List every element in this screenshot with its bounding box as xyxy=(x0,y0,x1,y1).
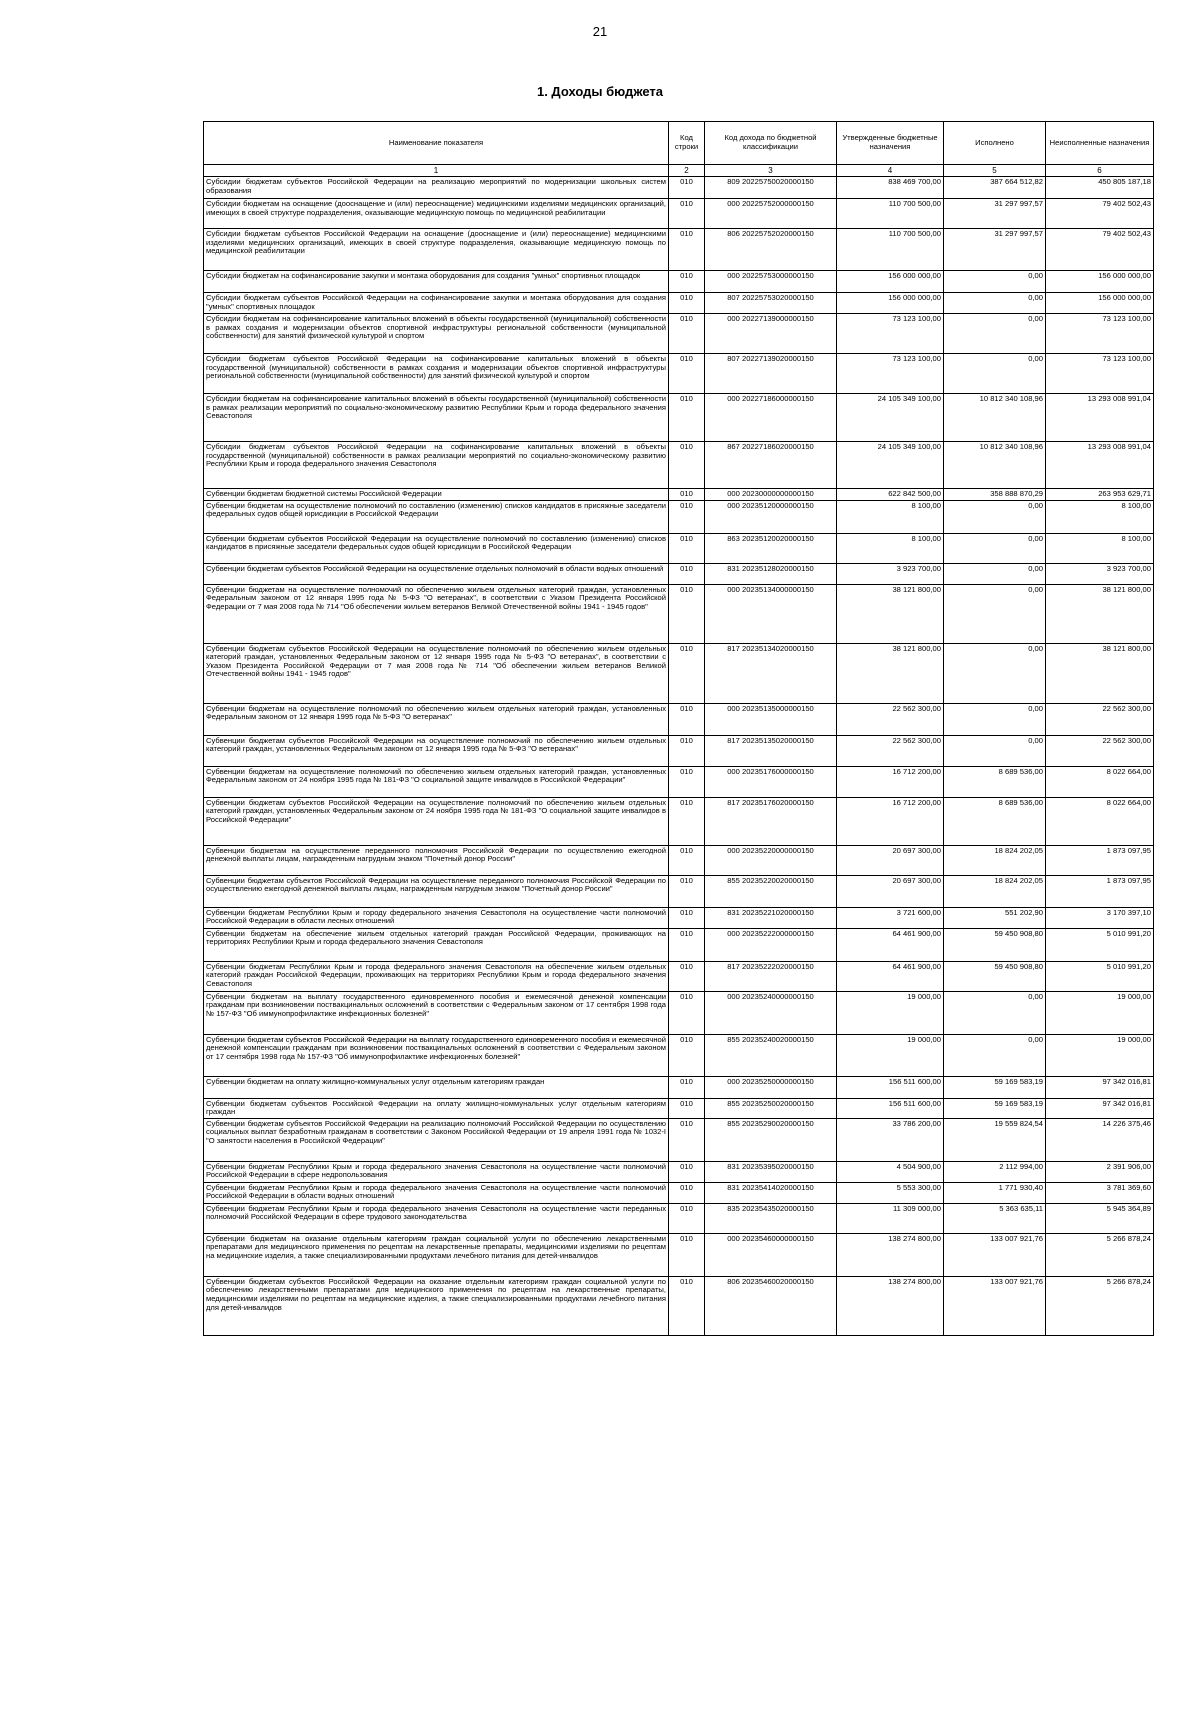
row-executed: 19 559 824,54 xyxy=(944,1118,1046,1161)
row-approved: 16 712 200,00 xyxy=(837,766,944,797)
row-approved: 38 121 800,00 xyxy=(837,643,944,703)
row-approved: 22 562 300,00 xyxy=(837,703,944,735)
header-row xyxy=(204,122,1154,165)
row-line-code: 010 xyxy=(669,643,705,703)
row-income-code: 000 20227139000000150 xyxy=(705,314,837,354)
row-unexecuted: 5 010 991,20 xyxy=(1046,928,1154,961)
row-executed: 0,00 xyxy=(944,643,1046,703)
row-approved: 38 121 800,00 xyxy=(837,584,944,643)
row-name: Субвенции бюджетам на обеспечение жильем отдельных категорий граждан Российской Федерации, проживающих на территориях Республики Крым и города федерального значения Севастополя xyxy=(204,928,669,961)
row-executed: 0,00 xyxy=(944,533,1046,563)
row-unexecuted: 8 022 664,00 xyxy=(1046,797,1154,845)
row-executed: 59 169 583,19 xyxy=(944,1098,1046,1118)
row-unexecuted: 13 293 008 991,04 xyxy=(1046,442,1154,489)
table-row xyxy=(204,797,1154,845)
row-income-code: 000 20235250000000150 xyxy=(705,1076,837,1098)
row-income-code: 817 20235134020000150 xyxy=(705,643,837,703)
row-line-code: 010 xyxy=(669,442,705,489)
row-executed: 31 297 997,57 xyxy=(944,199,1046,229)
table-row xyxy=(204,500,1154,533)
row-name: Субвенции бюджетам Республики Крым и города федерального значения Севастополя на обеспечение жильем отдельных категорий граждан Российской Федерации, проживающих на территориях Республики Крым и города федерального значения Севастополя xyxy=(204,961,669,991)
row-executed: 0,00 xyxy=(944,293,1046,314)
column-number: 2 xyxy=(669,165,705,177)
header-unexecuted: Неисполненные назначения xyxy=(1046,122,1154,165)
column-number: 3 xyxy=(705,165,837,177)
row-line-code: 010 xyxy=(669,991,705,1034)
row-executed: 1 771 930,40 xyxy=(944,1182,1046,1203)
table-row xyxy=(204,1161,1154,1182)
row-approved: 73 123 100,00 xyxy=(837,354,944,394)
table-row xyxy=(204,314,1154,354)
row-executed: 0,00 xyxy=(944,991,1046,1034)
row-line-code: 010 xyxy=(669,1161,705,1182)
row-name: Субвенции бюджетам субъектов Российской Федерации на осуществление полномочий по составлению (изменению) списков кандидатов в присяжные заседатели федеральных судов общей юрисдикции в Российской Федерации xyxy=(204,533,669,563)
row-name: Субвенции бюджетам бюджетной системы Российской Федерации xyxy=(204,489,669,501)
row-approved: 19 000,00 xyxy=(837,1034,944,1076)
row-line-code: 010 xyxy=(669,1276,705,1335)
table-row xyxy=(204,766,1154,797)
row-executed: 8 689 536,00 xyxy=(944,797,1046,845)
row-line-code: 010 xyxy=(669,703,705,735)
row-line-code: 010 xyxy=(669,797,705,845)
header-income-code: Код дохода по бюджетной классификации xyxy=(705,122,837,165)
row-income-code: 855 20235290020000150 xyxy=(705,1118,837,1161)
row-income-code: 806 20235460020000150 xyxy=(705,1276,837,1335)
table-row xyxy=(204,845,1154,875)
table-row xyxy=(204,563,1154,584)
row-line-code: 010 xyxy=(669,489,705,501)
row-line-code: 010 xyxy=(669,533,705,563)
budget-income-table xyxy=(203,121,1154,1336)
table-row xyxy=(204,1203,1154,1233)
column-number: 1 xyxy=(204,165,669,177)
row-approved: 4 504 900,00 xyxy=(837,1161,944,1182)
row-name: Субсидии бюджетам на софинансирование капитальных вложений в объекты государственной (муниципальной) собственности в рамках реализации мероприятий по социально-экономическому развитию Республики Крым и города федерального значения Севастополя xyxy=(204,394,669,442)
table-row xyxy=(204,1118,1154,1161)
table-row xyxy=(204,229,1154,271)
row-line-code: 010 xyxy=(669,271,705,293)
row-unexecuted: 73 123 100,00 xyxy=(1046,354,1154,394)
row-executed: 0,00 xyxy=(944,500,1046,533)
row-name: Субвенции бюджетам Республики Крым и городу федерального значения Севастополя на осуществление части полномочий Российской Федерации в области лесных отношений xyxy=(204,907,669,928)
row-line-code: 010 xyxy=(669,293,705,314)
row-approved: 838 469 700,00 xyxy=(837,177,944,199)
row-executed: 59 450 908,80 xyxy=(944,961,1046,991)
row-name: Субсидии бюджетам на софинансирование капитальных вложений в объекты государственной (муниципальной) собственности в рамках создания и модернизации объектов спортивной инфраструктуры региональной собственности (муниципальной собственности) для занятий физической культурой и спортом xyxy=(204,314,669,354)
row-approved: 19 000,00 xyxy=(837,991,944,1034)
column-number: 5 xyxy=(944,165,1046,177)
table-row xyxy=(204,1098,1154,1118)
row-income-code: 000 20235240000000150 xyxy=(705,991,837,1034)
row-income-code: 817 20235135020000150 xyxy=(705,735,837,766)
row-approved: 11 309 000,00 xyxy=(837,1203,944,1233)
table-row xyxy=(204,293,1154,314)
table-row xyxy=(204,1182,1154,1203)
row-executed: 2 112 994,00 xyxy=(944,1161,1046,1182)
row-approved: 156 000 000,00 xyxy=(837,271,944,293)
row-approved: 138 274 800,00 xyxy=(837,1276,944,1335)
table-row xyxy=(204,1034,1154,1076)
row-unexecuted: 3 170 397,10 xyxy=(1046,907,1154,928)
row-income-code: 806 20225752020000150 xyxy=(705,229,837,271)
row-approved: 110 700 500,00 xyxy=(837,199,944,229)
row-executed: 0,00 xyxy=(944,354,1046,394)
row-executed: 10 812 340 108,96 xyxy=(944,394,1046,442)
row-line-code: 010 xyxy=(669,177,705,199)
table-row xyxy=(204,1233,1154,1276)
row-line-code: 010 xyxy=(669,845,705,875)
row-line-code: 010 xyxy=(669,928,705,961)
row-line-code: 010 xyxy=(669,961,705,991)
header-name: Наименование показателя xyxy=(204,122,669,165)
row-unexecuted: 22 562 300,00 xyxy=(1046,735,1154,766)
row-line-code: 010 xyxy=(669,735,705,766)
row-approved: 138 274 800,00 xyxy=(837,1233,944,1276)
row-income-code: 809 20225750020000150 xyxy=(705,177,837,199)
row-name: Субвенции бюджетам субъектов Российской Федерации на осуществление отдельных полномочий в области водных отношений xyxy=(204,563,669,584)
row-name: Субвенции бюджетам на осуществление полномочий по обеспечению жильем отдельных категорий граждан, установленных Федеральным законом от 24 ноября 1995 года № 181-ФЗ "О социальной защите инвалидов в Российской Федерации" xyxy=(204,766,669,797)
row-name: Субвенции бюджетам на оказание отдельным категориям граждан социальной услуги по обеспечению лекарственными препаратами для медицинского применения по рецептам на лекарственные препараты, медицинскими изделиями по рецептам на медицинские изделия, а также специализированными продуктами лечебного питания для детей-инвалидов xyxy=(204,1233,669,1276)
row-approved: 8 100,00 xyxy=(837,533,944,563)
page-number: 21 xyxy=(592,24,608,39)
row-approved: 110 700 500,00 xyxy=(837,229,944,271)
row-line-code: 010 xyxy=(669,1203,705,1233)
row-executed: 0,00 xyxy=(944,271,1046,293)
row-line-code: 010 xyxy=(669,1034,705,1076)
row-line-code: 010 xyxy=(669,1098,705,1118)
row-line-code: 010 xyxy=(669,314,705,354)
row-executed: 8 689 536,00 xyxy=(944,766,1046,797)
row-approved: 156 000 000,00 xyxy=(837,293,944,314)
row-income-code: 000 20225753000000150 xyxy=(705,271,837,293)
row-approved: 156 511 600,00 xyxy=(837,1076,944,1098)
row-approved: 64 461 900,00 xyxy=(837,961,944,991)
row-name: Субвенции бюджетам субъектов Российской Федерации на выплату государственного единовременного пособия и ежемесячной денежной компенсации гражданам при возникновении поствакцинальных осложнений в соответствии с Федеральным законом от 17 сентября 1998 года № 157-ФЗ "Об иммунопрофилактике инфекционных болезней" xyxy=(204,1034,669,1076)
row-approved: 20 697 300,00 xyxy=(837,875,944,907)
row-approved: 24 105 349 100,00 xyxy=(837,394,944,442)
row-unexecuted: 97 342 016,81 xyxy=(1046,1076,1154,1098)
table-row xyxy=(204,907,1154,928)
header-approved: Утвержденные бюджетные назначения xyxy=(837,122,944,165)
row-name: Субсидии бюджетам субъектов Российской Федерации на софинансирование закупки и монтажа оборудования для создания "умных" спортивных площадок xyxy=(204,293,669,314)
row-name: Субвенции бюджетам Республики Крым и города федерального значения Севастополя на осуществление части переданных полномочий Российской Федерации в сфере трудового законодательства xyxy=(204,1203,669,1233)
row-name: Субсидии бюджетам субъектов Российской Федерации на реализацию мероприятий по модернизации школьных систем образования xyxy=(204,177,669,199)
row-income-code: 000 20235120000000150 xyxy=(705,500,837,533)
row-unexecuted: 5 945 364,89 xyxy=(1046,1203,1154,1233)
row-unexecuted: 2 391 906,00 xyxy=(1046,1161,1154,1182)
row-unexecuted: 3 923 700,00 xyxy=(1046,563,1154,584)
row-name: Субвенции бюджетам субъектов Российской Федерации на осуществление полномочий по обеспечению жильем отдельных категорий граждан, установленных Федеральным законом от 24 ноября 1995 года № 181-ФЗ "О социальной защите инвалидов в Российской Федерации" xyxy=(204,797,669,845)
row-name: Субсидии бюджетам субъектов Российской Федерации на оснащение (дооснащение и (или) переоснащение) медицинскими изделиями медицинских организаций, имеющих в своей структуре подразделения, оказывающие медицинскую помощь по медицинской реабилитации xyxy=(204,229,669,271)
table-row xyxy=(204,928,1154,961)
row-line-code: 010 xyxy=(669,1118,705,1161)
row-unexecuted: 38 121 800,00 xyxy=(1046,643,1154,703)
row-unexecuted: 79 402 502,43 xyxy=(1046,199,1154,229)
row-income-code: 817 20235176020000150 xyxy=(705,797,837,845)
row-name: Субвенции бюджетам на выплату государственного единовременного пособия и ежемесячной денежной компенсации гражданам при возникновении поствакцинальных осложнений в соответствии с Федеральным законом от 17 сентября 1998 года № 157-ФЗ "Об иммунопрофилактике инфекционных болезней" xyxy=(204,991,669,1034)
header-line-code: Код строки xyxy=(669,122,705,165)
row-income-code: 831 20235128020000150 xyxy=(705,563,837,584)
row-approved: 24 105 349 100,00 xyxy=(837,442,944,489)
row-income-code: 000 20227186000000150 xyxy=(705,394,837,442)
row-executed: 5 363 635,11 xyxy=(944,1203,1046,1233)
row-executed: 18 824 202,05 xyxy=(944,875,1046,907)
row-unexecuted: 1 873 097,95 xyxy=(1046,845,1154,875)
table-row xyxy=(204,991,1154,1034)
row-income-code: 000 20235460000000150 xyxy=(705,1233,837,1276)
table-row xyxy=(204,875,1154,907)
row-unexecuted: 8 100,00 xyxy=(1046,500,1154,533)
row-line-code: 010 xyxy=(669,354,705,394)
row-approved: 73 123 100,00 xyxy=(837,314,944,354)
row-unexecuted: 1 873 097,95 xyxy=(1046,875,1154,907)
row-approved: 22 562 300,00 xyxy=(837,735,944,766)
row-line-code: 010 xyxy=(669,875,705,907)
row-name: Субвенции бюджетам субъектов Российской Федерации на реализацию полномочий Российской Федерации по осуществлению социальных выплат безработным гражданам в соответствии с Законом Российской Федерации от 19 апреля 1991 года № 1032-I "О занятости населения в Российской Федерации" xyxy=(204,1118,669,1161)
table-row xyxy=(204,735,1154,766)
row-unexecuted: 19 000,00 xyxy=(1046,1034,1154,1076)
row-income-code: 000 20230000000000150 xyxy=(705,489,837,501)
row-unexecuted: 13 293 008 991,04 xyxy=(1046,394,1154,442)
row-income-code: 000 20235220000000150 xyxy=(705,845,837,875)
table-row xyxy=(204,489,1154,501)
table-row xyxy=(204,199,1154,229)
row-executed: 59 169 583,19 xyxy=(944,1076,1046,1098)
header-executed: Исполнено xyxy=(944,122,1046,165)
row-unexecuted: 5 010 991,20 xyxy=(1046,961,1154,991)
row-name: Субсидии бюджетам субъектов Российской Федерации на софинансирование капитальных вложений в объекты государственной (муниципальной) собственности в рамках реализации мероприятий по социально-экономическому развитию Республики Крым и города федерального значения Севастополя xyxy=(204,442,669,489)
table-row xyxy=(204,703,1154,735)
row-executed: 0,00 xyxy=(944,1034,1046,1076)
row-name: Субвенции бюджетам на осуществление полномочий по составлению (изменению) списков кандидатов в присяжные заседатели федеральных судов общей юрисдикции в Российской Федерации xyxy=(204,500,669,533)
row-approved: 8 100,00 xyxy=(837,500,944,533)
row-executed: 133 007 921,76 xyxy=(944,1233,1046,1276)
row-income-code: 835 20235435020000150 xyxy=(705,1203,837,1233)
table-row xyxy=(204,271,1154,293)
row-executed: 0,00 xyxy=(944,314,1046,354)
row-name: Субвенции бюджетам Республики Крым и города федерального значения Севастополя на осуществление части полномочий Российской Федерации в сфере недропользования xyxy=(204,1161,669,1182)
table-row xyxy=(204,1076,1154,1098)
row-name: Субвенции бюджетам субъектов Российской Федерации на осуществление полномочий по обеспечению жильем отдельных категорий граждан, установленных Федеральным законом от 12 января 1995 года № 5-ФЗ "О ветеранах", в соответствии с Указом Президента Российской Федерации от 7 мая 2008 года № 714 "Об обеспечении жильем ветеранов Великой Отечественной войны 1941 - 1945 годов" xyxy=(204,643,669,703)
row-line-code: 010 xyxy=(669,394,705,442)
table-row xyxy=(204,394,1154,442)
row-line-code: 010 xyxy=(669,500,705,533)
row-unexecuted: 5 266 878,24 xyxy=(1046,1276,1154,1335)
row-income-code: 000 20235222000000150 xyxy=(705,928,837,961)
row-line-code: 010 xyxy=(669,229,705,271)
row-executed: 133 007 921,76 xyxy=(944,1276,1046,1335)
row-line-code: 010 xyxy=(669,1233,705,1276)
row-executed: 0,00 xyxy=(944,703,1046,735)
row-income-code: 855 20235240020000150 xyxy=(705,1034,837,1076)
table-row xyxy=(204,533,1154,563)
table-row xyxy=(204,643,1154,703)
row-executed: 0,00 xyxy=(944,563,1046,584)
column-number: 6 xyxy=(1046,165,1154,177)
row-executed: 10 812 340 108,96 xyxy=(944,442,1046,489)
table-row xyxy=(204,177,1154,199)
row-income-code: 000 20235135000000150 xyxy=(705,703,837,735)
row-name: Субвенции бюджетам субъектов Российской Федерации на оказание отдельным категориям граждан социальной услуги по обеспечению лекарственными препаратами для медицинского применения по рецептам на лекарственные препараты, медицинскими изделиями по рецептам на медицинские изделия, а также специализированными продуктами лечебного питания для детей-инвалидов xyxy=(204,1276,669,1335)
row-unexecuted: 79 402 502,43 xyxy=(1046,229,1154,271)
row-income-code: 817 20235222020000150 xyxy=(705,961,837,991)
row-executed: 387 664 512,82 xyxy=(944,177,1046,199)
row-name: Субвенции бюджетам субъектов Российской Федерации на оплату жилищно-коммунальных услуг отдельным категориям граждан xyxy=(204,1098,669,1118)
row-unexecuted: 5 266 878,24 xyxy=(1046,1233,1154,1276)
row-unexecuted: 14 226 375,46 xyxy=(1046,1118,1154,1161)
row-unexecuted: 73 123 100,00 xyxy=(1046,314,1154,354)
table-row xyxy=(204,1276,1154,1335)
row-income-code: 831 20235395020000150 xyxy=(705,1161,837,1182)
row-unexecuted: 3 781 369,60 xyxy=(1046,1182,1154,1203)
row-executed: 0,00 xyxy=(944,735,1046,766)
table-row xyxy=(204,584,1154,643)
row-income-code: 831 20235414020000150 xyxy=(705,1182,837,1203)
row-name: Субвенции бюджетам Республики Крым и города федерального значения Севастополя на осуществление части полномочий Российской Федерации в области водных отношений xyxy=(204,1182,669,1203)
column-number-row xyxy=(204,165,1154,177)
row-line-code: 010 xyxy=(669,1076,705,1098)
row-approved: 156 511 600,00 xyxy=(837,1098,944,1118)
table-row xyxy=(204,442,1154,489)
row-income-code: 867 20227186020000150 xyxy=(705,442,837,489)
row-income-code: 807 20227139020000150 xyxy=(705,354,837,394)
row-executed: 31 297 997,57 xyxy=(944,229,1046,271)
row-line-code: 010 xyxy=(669,584,705,643)
row-unexecuted: 8 100,00 xyxy=(1046,533,1154,563)
table-row xyxy=(204,354,1154,394)
row-line-code: 010 xyxy=(669,563,705,584)
row-line-code: 010 xyxy=(669,199,705,229)
row-unexecuted: 19 000,00 xyxy=(1046,991,1154,1034)
row-unexecuted: 156 000 000,00 xyxy=(1046,271,1154,293)
row-unexecuted: 263 953 629,71 xyxy=(1046,489,1154,501)
row-income-code: 855 20235220020000150 xyxy=(705,875,837,907)
row-income-code: 863 20235120020000150 xyxy=(705,533,837,563)
row-line-code: 010 xyxy=(669,1182,705,1203)
row-approved: 3 721 600,00 xyxy=(837,907,944,928)
row-executed: 551 202,90 xyxy=(944,907,1046,928)
row-income-code: 000 20235176000000150 xyxy=(705,766,837,797)
row-unexecuted: 8 022 664,00 xyxy=(1046,766,1154,797)
row-name: Субвенции бюджетам на осуществление полномочий по обеспечению жильем отдельных категорий граждан, установленных Федеральным законом от 12 января 1995 года № 5-ФЗ "О ветеранах" xyxy=(204,703,669,735)
table-row xyxy=(204,961,1154,991)
row-unexecuted: 450 805 187,18 xyxy=(1046,177,1154,199)
row-name: Субвенции бюджетам на оплату жилищно-коммунальных услуг отдельным категориям граждан xyxy=(204,1076,669,1098)
row-income-code: 807 20225753020000150 xyxy=(705,293,837,314)
row-approved: 16 712 200,00 xyxy=(837,797,944,845)
row-income-code: 855 20235250020000150 xyxy=(705,1098,837,1118)
row-line-code: 010 xyxy=(669,766,705,797)
row-income-code: 831 20235221020000150 xyxy=(705,907,837,928)
row-approved: 20 697 300,00 xyxy=(837,845,944,875)
row-approved: 5 553 300,00 xyxy=(837,1182,944,1203)
column-number: 4 xyxy=(837,165,944,177)
row-executed: 358 888 870,29 xyxy=(944,489,1046,501)
row-unexecuted: 156 000 000,00 xyxy=(1046,293,1154,314)
row-executed: 18 824 202,05 xyxy=(944,845,1046,875)
row-unexecuted: 38 121 800,00 xyxy=(1046,584,1154,643)
row-income-code: 000 20235134000000150 xyxy=(705,584,837,643)
row-name: Субсидии бюджетам на оснащение (дооснащение и (или) переоснащение) медицинскими изделиями медицинских организаций, имеющих в своей структуре подразделения, оказывающие медицинскую помощь по медицинской реабилитации xyxy=(204,199,669,229)
row-name: Субвенции бюджетам субъектов Российской Федерации на осуществление переданного полномочия Российской Федерации по осуществлению ежегодной денежной выплаты лицам, награжденным нагрудным знаком "Почетный донор России" xyxy=(204,875,669,907)
row-name: Субсидии бюджетам субъектов Российской Федерации на софинансирование капитальных вложений в объекты государственной (муниципальной) собственности в рамках создания и модернизации объектов спортивной инфраструктуры региональной собственности (муниципальной собственности) для занятий физической культурой и спортом xyxy=(204,354,669,394)
row-approved: 64 461 900,00 xyxy=(837,928,944,961)
row-approved: 622 842 500,00 xyxy=(837,489,944,501)
row-approved: 3 923 700,00 xyxy=(837,563,944,584)
row-executed: 0,00 xyxy=(944,584,1046,643)
row-approved: 33 786 200,00 xyxy=(837,1118,944,1161)
row-name: Субвенции бюджетам субъектов Российской Федерации на осуществление полномочий по обеспечению жильем отдельных категорий граждан, установленных Федеральным законом от 12 января 1995 года № 5-ФЗ "О ветеранах" xyxy=(204,735,669,766)
page-title: 1. Доходы бюджета xyxy=(536,84,664,99)
row-executed: 59 450 908,80 xyxy=(944,928,1046,961)
row-name: Субвенции бюджетам на осуществление полномочий по обеспечению жильем отдельных категорий граждан, установленных Федеральным законом от 12 января 1995 года № 5-ФЗ "О ветеранах", в соответствии с Указом Президента Российской Федерации от 7 мая 2008 года № 714 "Об обеспечении жильем ветеранов Великой Отечественной войны 1941 - 1945 годов" xyxy=(204,584,669,643)
row-unexecuted: 97 342 016,81 xyxy=(1046,1098,1154,1118)
row-name: Субсидии бюджетам на софинансирование закупки и монтажа оборудования для создания "умных" спортивных площадок xyxy=(204,271,669,293)
row-income-code: 000 20225752000000150 xyxy=(705,199,837,229)
row-line-code: 010 xyxy=(669,907,705,928)
row-unexecuted: 22 562 300,00 xyxy=(1046,703,1154,735)
row-name: Субвенции бюджетам на осуществление переданного полномочия Российской Федерации по осуществлению ежегодной денежной выплаты лицам, награжденным нагрудным знаком "Почетный донор России" xyxy=(204,845,669,875)
